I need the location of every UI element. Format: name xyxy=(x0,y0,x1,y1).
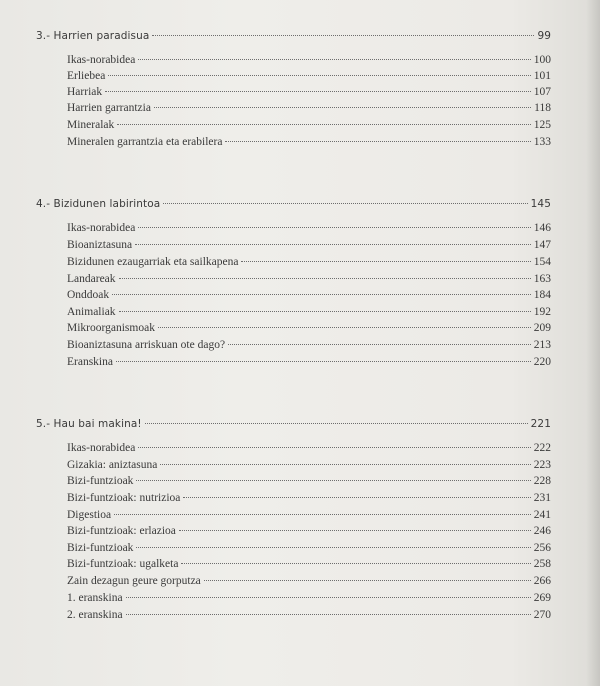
toc-heading-3 xyxy=(36,30,551,42)
page-number: 228 xyxy=(533,475,551,487)
dot-leader xyxy=(135,244,531,245)
page-number: 221 xyxy=(530,418,551,430)
toc-entry xyxy=(67,306,551,318)
page-number: 231 xyxy=(533,492,551,504)
toc-entry xyxy=(67,475,551,487)
page-number: 270 xyxy=(533,609,551,621)
entry-title: Bioaniztasuna xyxy=(67,239,133,251)
toc-entry xyxy=(67,119,551,131)
toc-entry xyxy=(67,356,551,368)
entry-title: Eranskina xyxy=(67,356,113,368)
page-number: 154 xyxy=(533,256,551,268)
entry-title: Bizi-funtzioak xyxy=(67,475,134,487)
entry-title: 1. eranskina xyxy=(67,592,123,604)
dot-leader xyxy=(138,447,530,448)
toc-heading-4 xyxy=(36,198,551,210)
dot-leader xyxy=(108,75,530,76)
page-number: 241 xyxy=(533,509,551,521)
dot-leader xyxy=(138,59,530,60)
entry-title: Zain dezagun geure gorputza xyxy=(67,575,201,587)
toc-entry xyxy=(67,136,551,148)
page-number: 192 xyxy=(533,306,551,318)
page-number: 163 xyxy=(533,273,551,285)
dot-leader xyxy=(225,141,530,142)
page-number: 258 xyxy=(533,558,551,570)
page-number: 118 xyxy=(534,102,551,114)
dot-leader xyxy=(183,497,530,498)
page-number: 256 xyxy=(533,542,551,554)
dot-leader xyxy=(138,227,530,228)
toc-entry xyxy=(67,509,551,521)
page-number: 269 xyxy=(533,592,551,604)
dot-leader xyxy=(126,597,531,598)
dot-leader xyxy=(112,294,531,295)
entry-title: Bioaniztasuna arriskuan ote dago? xyxy=(67,339,226,351)
entry-title: Ikas-norabidea xyxy=(67,442,136,454)
dot-leader xyxy=(119,278,531,279)
toc-entry xyxy=(67,273,551,285)
dot-leader xyxy=(126,614,531,615)
entry-title: Ikas-norabidea xyxy=(67,54,136,66)
heading-title: 4.- Bizidunen labirintoa xyxy=(36,198,161,210)
toc-entry xyxy=(67,575,551,587)
page-number: 125 xyxy=(533,119,551,131)
entry-title: Landareak xyxy=(67,273,116,285)
entry-title: Onddoak xyxy=(67,289,110,301)
page-edge-shadow xyxy=(586,0,600,686)
page-number: 222 xyxy=(533,442,551,454)
dot-leader xyxy=(163,203,527,204)
entry-title: Animaliak xyxy=(67,306,116,318)
dot-leader xyxy=(136,547,530,548)
dot-leader xyxy=(154,107,531,108)
entry-title: Mineralen garrantzia eta erabilera xyxy=(67,136,223,148)
page-number: 266 xyxy=(533,575,551,587)
entry-title: Erliebea xyxy=(67,70,106,82)
entry-title: Mineralak xyxy=(67,119,115,131)
page-number: 220 xyxy=(533,356,551,368)
entry-title: Mikroorganismoak xyxy=(67,322,155,334)
page-number: 223 xyxy=(533,459,551,471)
page-number: 101 xyxy=(533,70,551,82)
toc-entry xyxy=(67,492,551,504)
page-number: 145 xyxy=(530,198,551,210)
toc-heading-5 xyxy=(36,418,551,430)
dot-leader xyxy=(204,580,531,581)
heading-title: 5.- Hau bai makina! xyxy=(36,418,142,430)
entry-title: Bizi-funtzioak: nutrizioa xyxy=(67,492,181,504)
dot-leader xyxy=(160,464,530,465)
toc-entry xyxy=(67,339,551,351)
entry-title: Digestioa xyxy=(67,509,112,521)
page-number: 99 xyxy=(537,30,551,42)
dot-leader xyxy=(117,124,530,125)
page-number: 146 xyxy=(533,222,551,234)
dot-leader xyxy=(228,344,531,345)
dot-leader xyxy=(158,327,531,328)
toc-entry xyxy=(67,256,551,268)
toc-entry xyxy=(67,542,551,554)
toc-entry xyxy=(67,102,551,114)
page-number: 213 xyxy=(533,339,551,351)
page-number: 100 xyxy=(533,54,551,66)
toc-entry xyxy=(67,592,551,604)
toc-entry xyxy=(67,70,551,82)
page-number: 246 xyxy=(533,525,551,537)
entry-title: Gizakia: aniztasuna xyxy=(67,459,158,471)
toc-entry xyxy=(67,222,551,234)
page-number: 107 xyxy=(533,86,551,98)
page-number: 133 xyxy=(533,136,551,148)
dot-leader xyxy=(181,563,530,564)
heading-title: 3.- Harrien paradisua xyxy=(36,30,150,42)
dot-leader xyxy=(114,514,531,515)
toc-entry xyxy=(67,239,551,251)
dot-leader xyxy=(241,261,530,262)
dot-leader xyxy=(152,35,534,36)
entry-title: Bizi-funtzioak: erlazioa xyxy=(67,525,176,537)
entry-title: Ikas-norabidea xyxy=(67,222,136,234)
entry-title: Bizi-funtzioak xyxy=(67,542,134,554)
dot-leader xyxy=(119,311,531,312)
toc-entry xyxy=(67,86,551,98)
page-number: 184 xyxy=(533,289,551,301)
toc-entry xyxy=(67,289,551,301)
entry-title: Bizi-funtzioak: ugalketa xyxy=(67,558,179,570)
toc-entry xyxy=(67,54,551,66)
toc-entry xyxy=(67,609,551,621)
toc-entry xyxy=(67,525,551,537)
entry-title: Bizidunen ezaugarriak eta sailkapena xyxy=(67,256,239,268)
toc-entry xyxy=(67,322,551,334)
page-number: 147 xyxy=(533,239,551,251)
toc-entry xyxy=(67,459,551,471)
toc-entry xyxy=(67,558,551,570)
entry-title: Harrien garrantzia xyxy=(67,102,151,114)
dot-leader xyxy=(136,480,530,481)
page-number: 209 xyxy=(533,322,551,334)
toc-entry xyxy=(67,442,551,454)
dot-leader xyxy=(179,530,531,531)
dot-leader xyxy=(105,91,531,92)
entry-title: 2. eranskina xyxy=(67,609,123,621)
entry-title: Harriak xyxy=(67,86,103,98)
dot-leader xyxy=(145,423,528,424)
dot-leader xyxy=(116,361,531,362)
